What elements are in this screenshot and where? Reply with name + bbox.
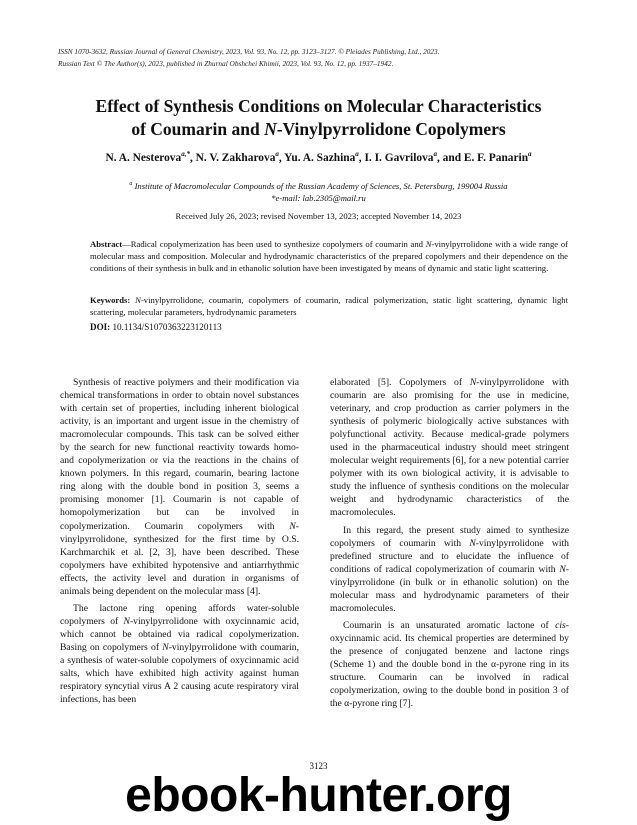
body-paragraph: elaborated [5]. Copolymers of N-vinylpyrrolidone with coumarin are also promising for the use in medicine, veterinary, and crop production as carrier polymers in the synthesis of polymeric biologically active substances with polyfunctional activity. Because medical-grade polymers used in the pharmaceutical industry should meet stringent molecular weight requirements [6], for a new potential carrier polymer with its own biological activity, it is advisable to study the influence of synthesis conditions on the molecular weight and hydrodynamic characteristics of the macromolecules. <box>330 377 569 519</box>
received-dates: Received July 26, 2023; revised November 13, 2023; accepted November 14, 2023 <box>175 211 462 221</box>
body-right-column <box>330 376 569 710</box>
journal-header <box>58 46 598 69</box>
body-paragraph: Coumarin is an unsaturated aromatic lactone of cis-oxycinnamic acid. Its chemical properties are determined by the presence of conjugated benzene and lactone rings (Scheme 1) and the double bond in the α-pyrone ring in its structure. Coumarin can be involved in radical copolymerization, owing to the double bond in position 3 of the α-pyrone ring [7]. <box>330 619 569 710</box>
affiliation-email: *e-mail: lab.2305@mail.ru <box>271 192 366 203</box>
keywords: Keywords: N-vinylpyrrolidone, coumarin, copolymers of coumarin, radical polymerization, static light scattering, dynamic light scattering, molecular parameters, hydrodynamic parameters <box>90 295 568 318</box>
body-paragraph: In this regard, the present study aimed to synthesize copolymers of coumarin with N-vinylpyrrolidone with predefined structure and to elucidate the influence of conditions of radical copolymerization of coumarin with N-vinylpyrrolidone (in bulk or in ethanolic solution) on the molecular mass and hydrodynamic parameters of their macromolecules. <box>330 524 569 614</box>
author-list: N. A. Nesterova$^{a,*}$, N. V. Zakharova$^a$, Yu. A. Sazhina$^a$, I. I. Gavrilova$^a$, and E. F. Panarin$^a$ <box>105 150 532 164</box>
doi-label: DOI: <box>90 322 111 332</box>
body-paragraph: The lactone ring opening affords water-soluble copolymers of N-vinylpyrrolidone with oxycinnamic acid, which cannot be obtained via radical copolymerization. Basing on copolymers of N-vinylpyrrolidone with coumarin, a synthesis of water-soluble copolymers of oxycinnamic acid salts, which have exhibited high activity against human respiratory syncytial virus A 2 causing acute respiratory viral infections, has been <box>60 602 299 706</box>
title-line-2: of Coumarin and N-Vinylpyrrolidone Copolymers <box>131 119 506 139</box>
watermark: ebook-hunter.org <box>125 769 512 822</box>
abstract-label: Abstract <box>90 239 123 249</box>
journal-header-line-1: ISSN 1070-3632, Russian Journal of General Chemistry, 2023, Vol. 93, No. 12, pp. 3123–3127. © Pleiades Publishing, Ltd., 2023. <box>58 47 440 56</box>
article-title <box>40 95 597 141</box>
doi-value: 10.1134/S1070363223120113 <box>110 322 222 332</box>
keywords-label: Keywords: <box>90 295 131 305</box>
journal-header-line-2: Russian Text © The Author(s), 2023, published in Zhurnal Obshchei Khimii, 2023, Vol. 93, No. 12, pp. 1937–1942. <box>58 58 394 68</box>
affiliation <box>40 178 597 204</box>
body-paragraph: Synthesis of reactive polymers and their modification via chemical transformations in order to obtain novel substances with certain set of properties, including inherent biological activity, is an important and urgent issue in the chemistry of macromolecular compounds. This task can be solved either by the search for new functional reactivity towards homo- and copolymerization or via the reactions in the chains of known polymers. In this regard, coumarin, bearing lactone ring along with the double bond in position 3, seems a promising monomer [1]. Coumarin is not capable of homopolymerization but can be involved in copolymerization. Coumarin copolymers with N-vinylpyrrolidone, synthesized for the first time by O.S. Karchmarchik et al. [2, 3], have been described. These copolymers have exhibited hypotensive and antiarrhythmic effects, the activity level and duration in organisms of animals being dependent on the molecular mass [4]. <box>60 377 299 597</box>
page-number: 3123 <box>309 761 328 771</box>
affiliation-institute: $^a$ Institute of Macromolecular Compounds of the Russian Academy of Sciences, St. Petersburg, 199004 Russia <box>129 180 508 191</box>
body-left-column <box>60 376 299 706</box>
title-line-1: Effect of Synthesis Conditions on Molecular Characteristics <box>95 96 542 116</box>
doi <box>90 322 568 332</box>
abstract: Abstract—Radical copolymerization has been used to synthesize copolymers of coumarin and N-vinylpyrrolidone with a wide range of molecular mass and composition. Molecular and hydrodynamic characteristics of the prepared copolymers and their dependence on the conditions of their synthesis in bulk and in ethanolic solution have been investigated by means of dynamic and static light scattering. <box>90 239 569 274</box>
